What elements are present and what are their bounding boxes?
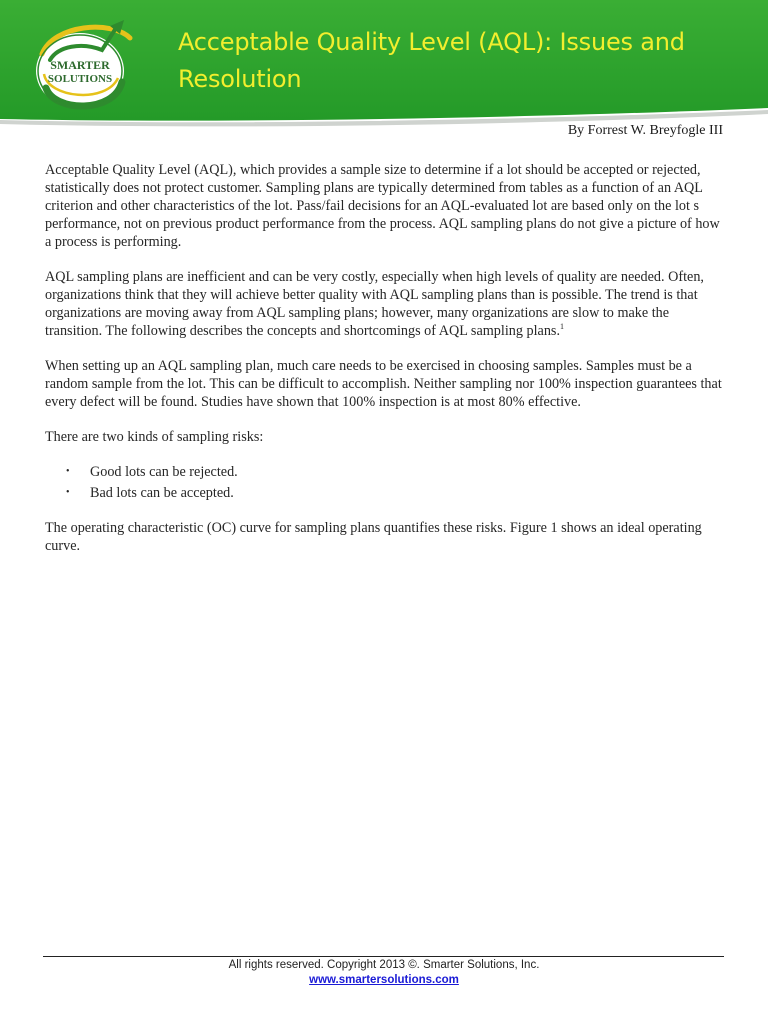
logo-line1: SMARTER — [50, 58, 110, 72]
paragraph-oc-curve: The operating characteristic (OC) curve for sampling plans quantifies these risks. Figure 1 shows an ideal operating curve. — [45, 520, 702, 554]
footnote-reference: 1 — [560, 322, 564, 331]
bullet-icon: • — [66, 466, 70, 477]
list-item — [45, 484, 725, 502]
list-item — [45, 463, 725, 481]
paragraph-inefficiency — [45, 268, 725, 340]
article-body — [45, 161, 725, 572]
header-banner — [0, 0, 768, 134]
author-byline: By Forrest W. Breyfogle III — [567, 123, 723, 138]
company-logo — [32, 16, 142, 116]
list-item-text: Bad lots can be accepted. — [90, 485, 234, 501]
footer-divider — [43, 956, 724, 957]
copyright-notice: All rights reserved. Copyright 2013 ©. Smarter Solutions, Inc. — [228, 959, 540, 971]
swoosh-arrow-logo-icon — [32, 16, 142, 116]
paragraph-intro: Acceptable Quality Level (AQL), which provides a sample size to determine if a lot should be accepted or rejected, statistically does not protect customer. Sampling plans are typically determined from tables as a function of an AQL criterion and other characteristics of the lot. Pass/fail decisions for an AQL-evaluated lot are based only on the lot s performance, not on previous product performance from the process. AQL sampling plans do not give a picture of how a process is performing. — [45, 162, 720, 250]
paragraph-inefficiency-text: AQL sampling plans are inefficient and can be very costly, especially when high levels of quality are needed. Often, organizations think that they will achieve better quality with AQL sampling plans than is possible. The trend is that organizations are moving away from AQL sampling plans; however, many organizations are slow to make the transition. The following describes the concepts and shortcomings of AQL sampling plans. — [45, 269, 704, 339]
risk-list — [45, 463, 725, 502]
website-link[interactable]: www.smartersolutions.com — [309, 974, 459, 986]
document-title: Acceptable Quality Level (AQL): Issues and Resolution — [178, 28, 685, 93]
logo-line2: SOLUTIONS — [47, 73, 113, 85]
list-item-text: Good lots can be rejected. — [90, 464, 238, 480]
bullet-icon: • — [66, 487, 70, 498]
paragraph-risks-intro: There are two kinds of sampling risks: — [45, 429, 264, 445]
page-footer — [0, 958, 768, 988]
paragraph-sampling: When setting up an AQL sampling plan, much care needs to be exercised in choosing samples. Samples must be a random sample from the lot. This can be difficult to accomplish. Neither sampling nor 100% inspection guarantees that every defect will be found. Studies have shown that 100% inspection is at most 80% effective. — [45, 358, 722, 410]
